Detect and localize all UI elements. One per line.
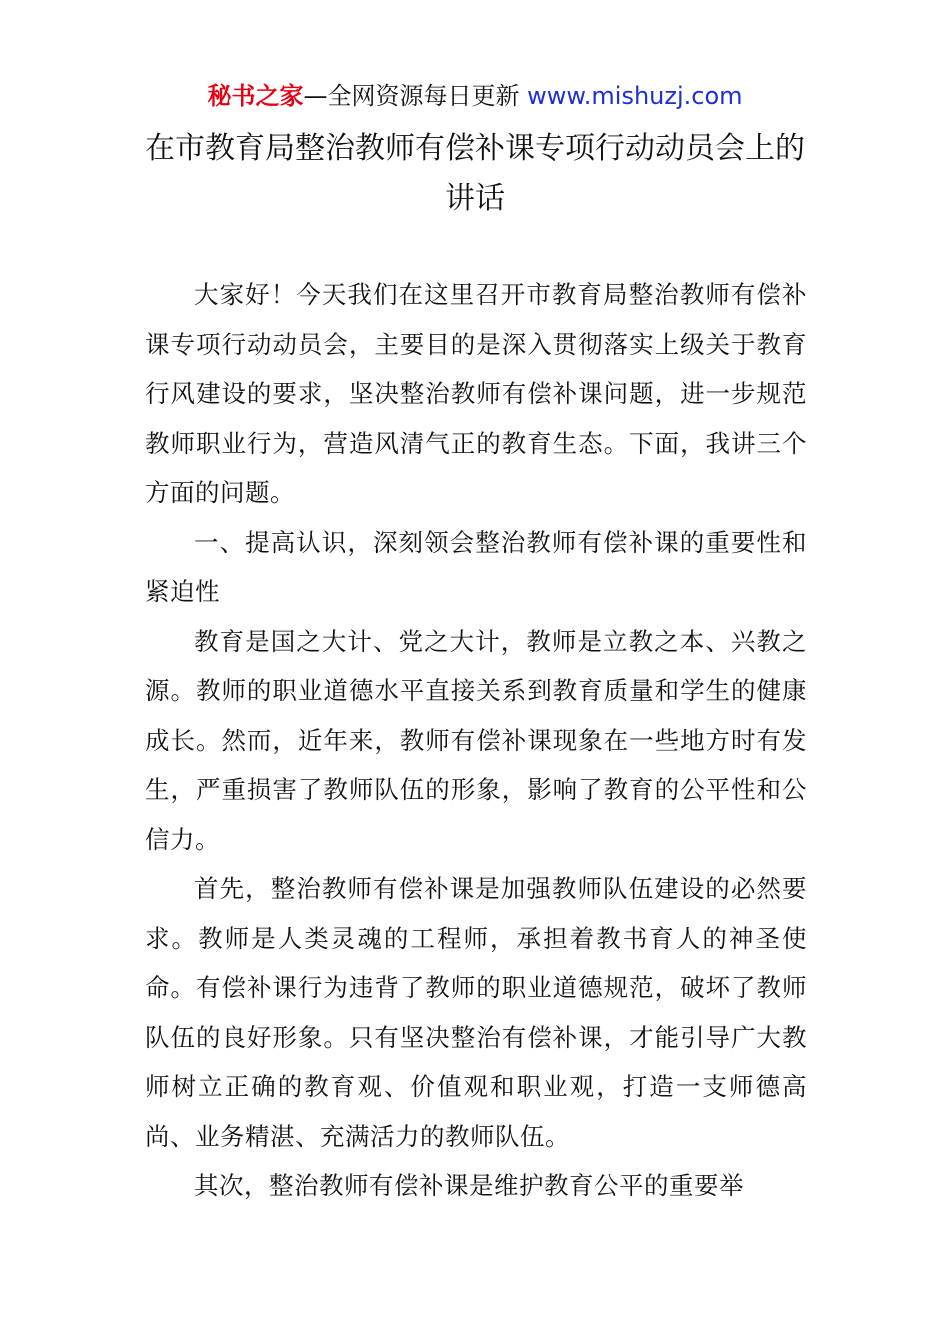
section-heading-1: 一、提高认识，深刻领会整治教师有偿补课的重要性和紧迫性 bbox=[145, 527, 807, 606]
paragraph: 其次，整治教师有偿补课是维护教育公平的重要举 bbox=[194, 1171, 744, 1200]
site-header bbox=[0, 80, 950, 112]
document-body bbox=[145, 270, 807, 1211]
brand-name: 秘书之家 bbox=[207, 82, 304, 110]
document-title: 在市教育局整治教师有偿补课专项行动动员会上的讲话 bbox=[145, 131, 805, 216]
header-slogan: —全网资源每日更新 bbox=[303, 82, 528, 110]
paragraph-intro: 大家好！今天我们在这里召开市教育局整治教师有偿补课专项行动动员会，主要目的是深入贯彻落实上级关于教育行风建设的要求，坚决整治教师有偿补课问题，进一步规范教师职业行为，营造风清气正的教育生态。下面，我讲三个方面的问题。 bbox=[145, 280, 807, 507]
site-url-link[interactable]: www.mishuzj.com bbox=[527, 82, 743, 110]
paragraph: 首先，整治教师有偿补课是加强教师队伍建设的必然要求。教师是人类灵魂的工程师，承担着教书育人的神圣使命。有偿补课行为违背了教师的职业道德规范，破坏了教师队伍的良好形象。只有坚决整治有偿补课，才能引导广大教师树立正确的教育观、价值观和职业观，打造一支师德高尚、业务精湛、充满活力的教师队伍。 bbox=[145, 874, 807, 1151]
paragraph: 教育是国之大计、党之大计，教师是立教之本、兴教之源。教师的职业道德水平直接关系到教育质量和学生的健康成长。然而，近年来，教师有偿补课现象在一些地方时有发生，严重损害了教师队伍的形象，影响了教育的公平性和公信力。 bbox=[145, 626, 807, 854]
